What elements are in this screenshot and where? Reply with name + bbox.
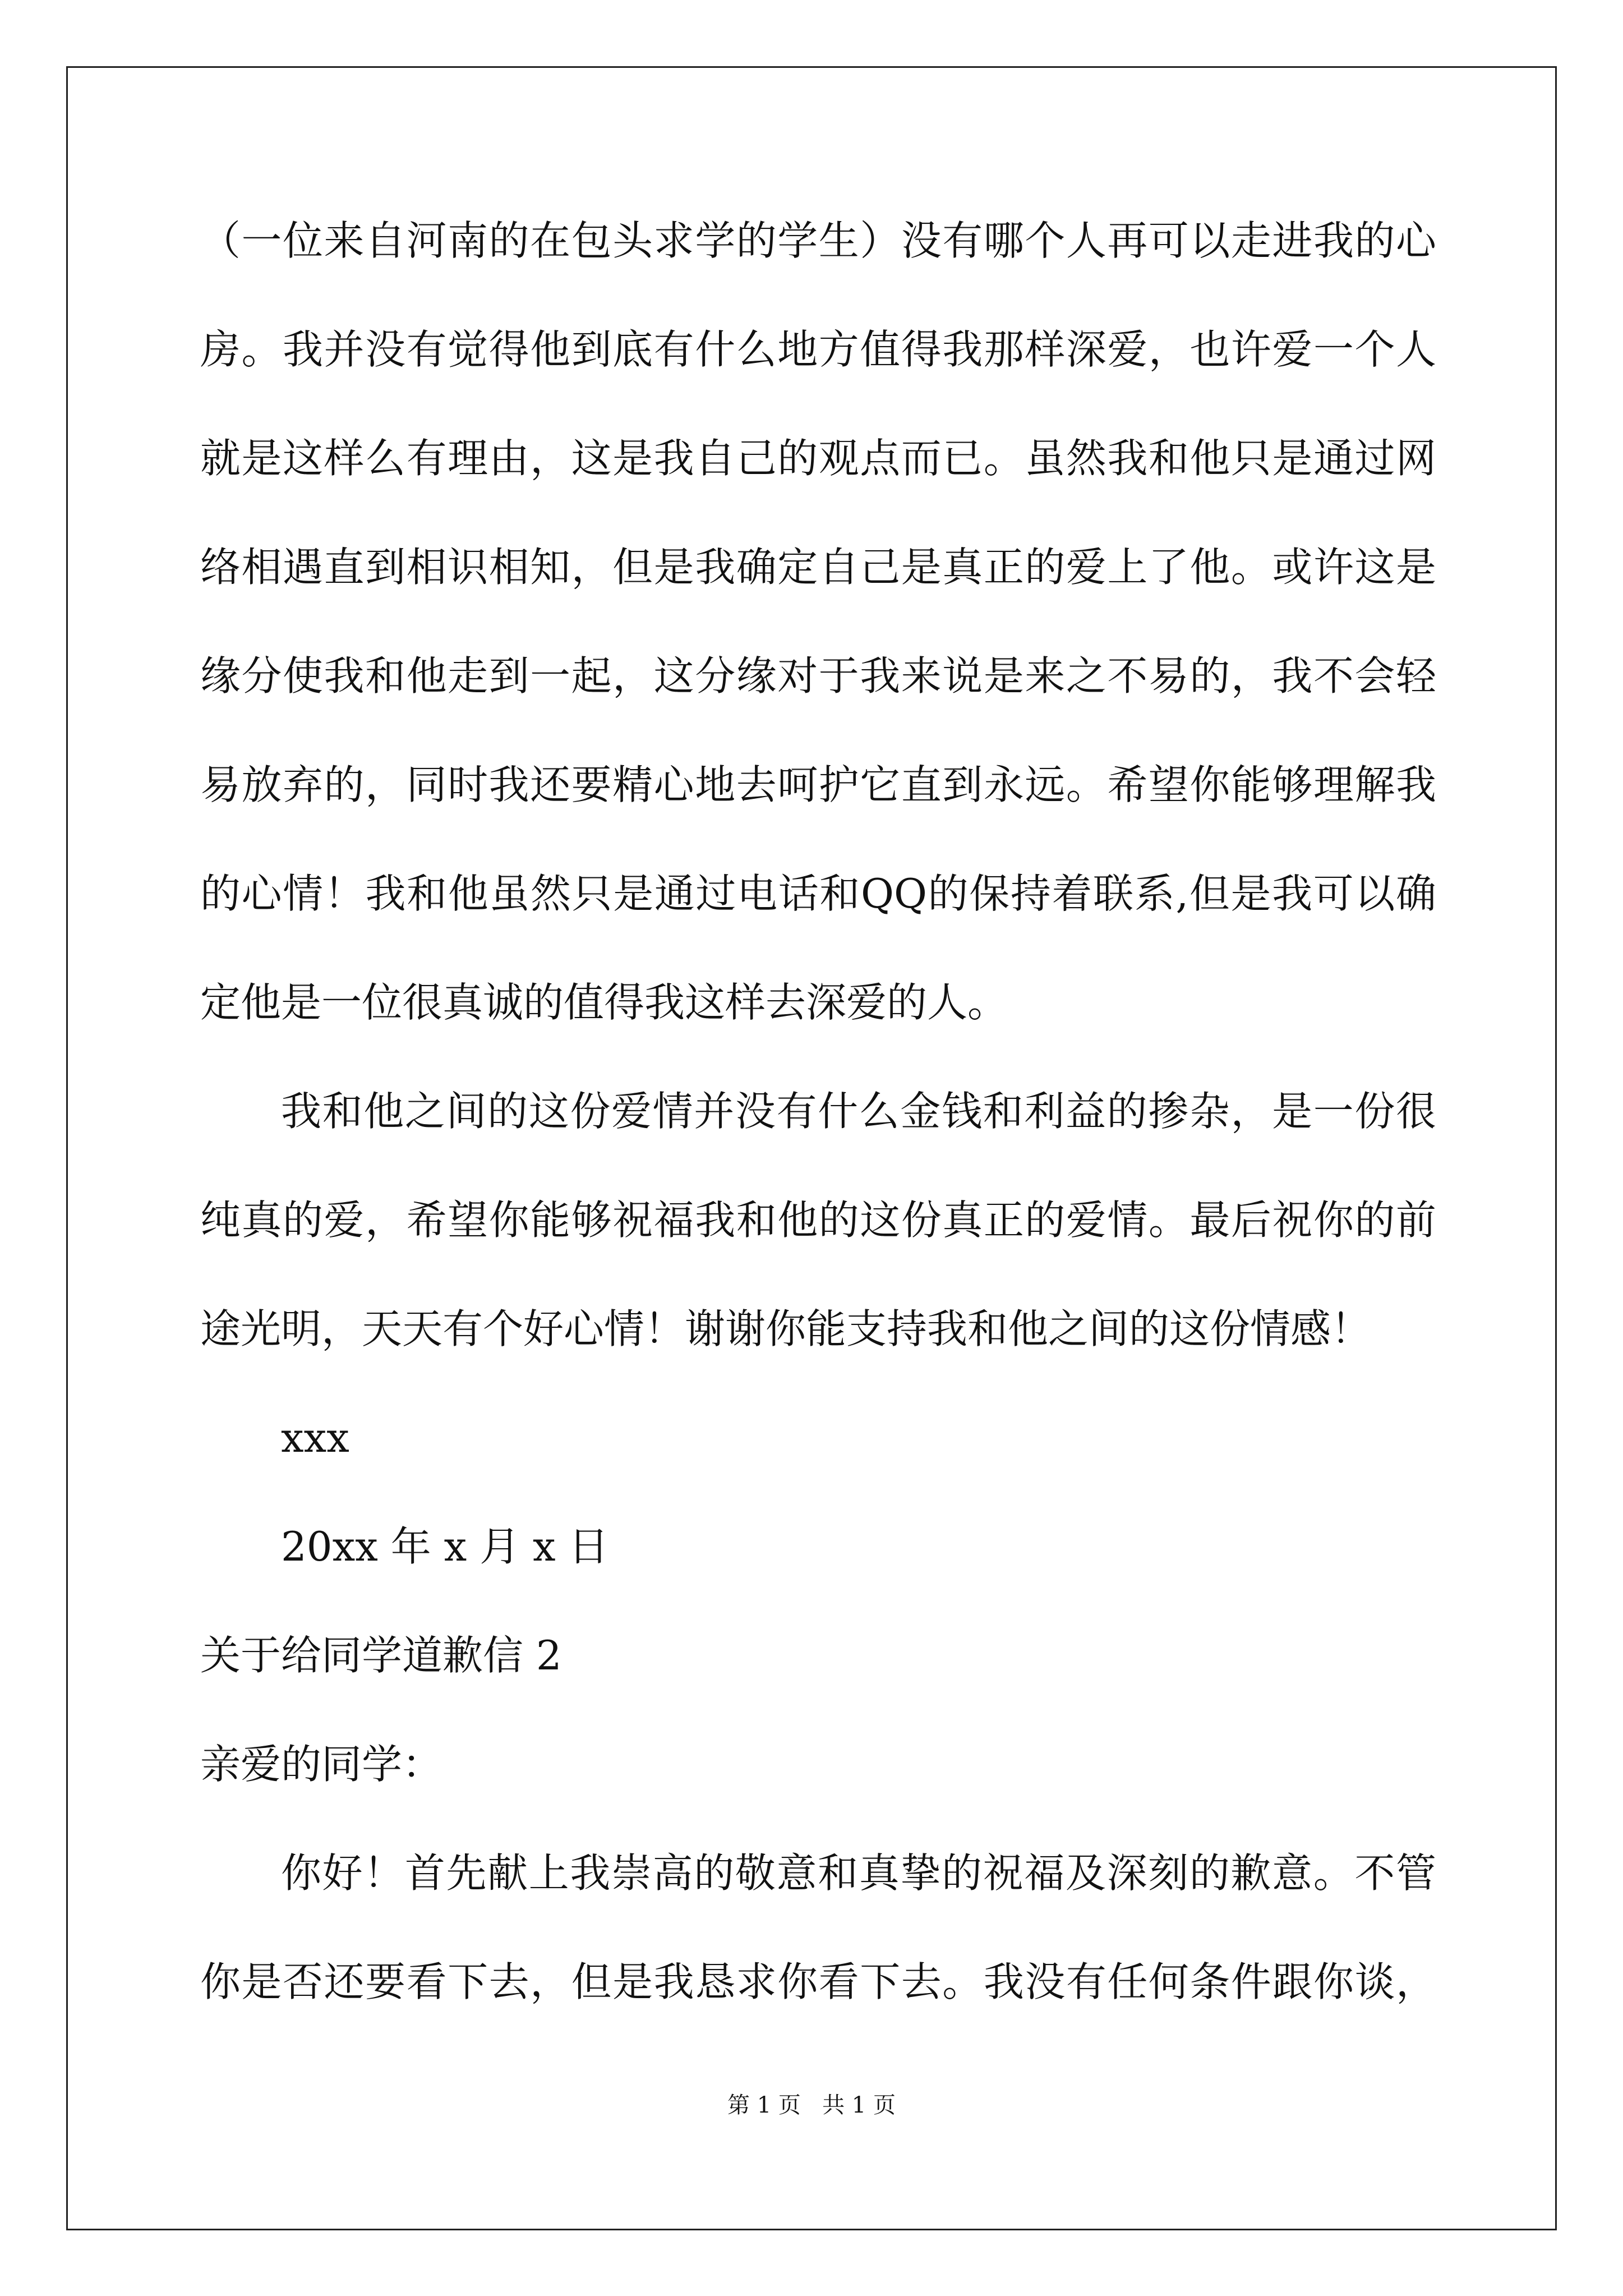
paragraph-line: 的心情！我和他虽然只是通过电话和QQ的保持着联系,但是我可以确 xyxy=(200,870,1436,917)
paragraph-line: （一位来自河南的在包头求学的学生）没有哪个人再可以走进我的心 xyxy=(200,217,1436,264)
section-heading: 关于给同学道歉信 2 xyxy=(200,1632,562,1679)
paragraph-line: 你是否还要看下去，但是我恳求你看下去。我没有任何条件跟你谈， xyxy=(200,1958,1436,2005)
salutation: 亲爱的同学： xyxy=(200,1741,443,1788)
paragraph-line: 房。我并没有觉得他到底有什么地方值得我那样深爱，也许爱一个人 xyxy=(200,326,1436,373)
paragraph-line: 易放弃的，同时我还要精心地去呵护它直到永远。希望你能够理解我 xyxy=(200,761,1436,808)
page-footer: 第 1 页 共 1 页 xyxy=(727,2092,896,2118)
signature-name: xxx xyxy=(281,1414,349,1461)
paragraph-line: 定他是一位很真诚的值得我这样去深爱的人。 xyxy=(200,979,1008,1026)
paragraph-line: 络相遇直到相识相知，但是我确定自己是真正的爱上了他。或许这是 xyxy=(200,544,1436,591)
paragraph-line: 缘分使我和他走到一起，这分缘对于我来说是来之不易的，我不会轻 xyxy=(200,652,1436,700)
paragraph-line: 我和他之间的这份爱情并没有什么金钱和利益的掺杂，是一份很 xyxy=(281,1088,1436,1135)
paragraph-line: 你好！首先献上我崇高的敬意和真挚的祝福及深刻的歉意。不管 xyxy=(281,1849,1436,1897)
paragraph-line: 途光明，天天有个好心情！谢谢你能支持我和他之间的这份情感！ xyxy=(200,1305,1372,1352)
paragraph-line: 纯真的爱，希望你能够祝福我和他的这份真正的爱情。最后祝你的前 xyxy=(200,1197,1436,1244)
signature-date: 20xx 年 x 月 x 日 xyxy=(281,1523,609,1570)
document-body xyxy=(200,217,1436,2070)
paragraph-line: 就是这样么有理由，这是我自己的观点而已。虽然我和他只是通过网 xyxy=(200,435,1436,482)
